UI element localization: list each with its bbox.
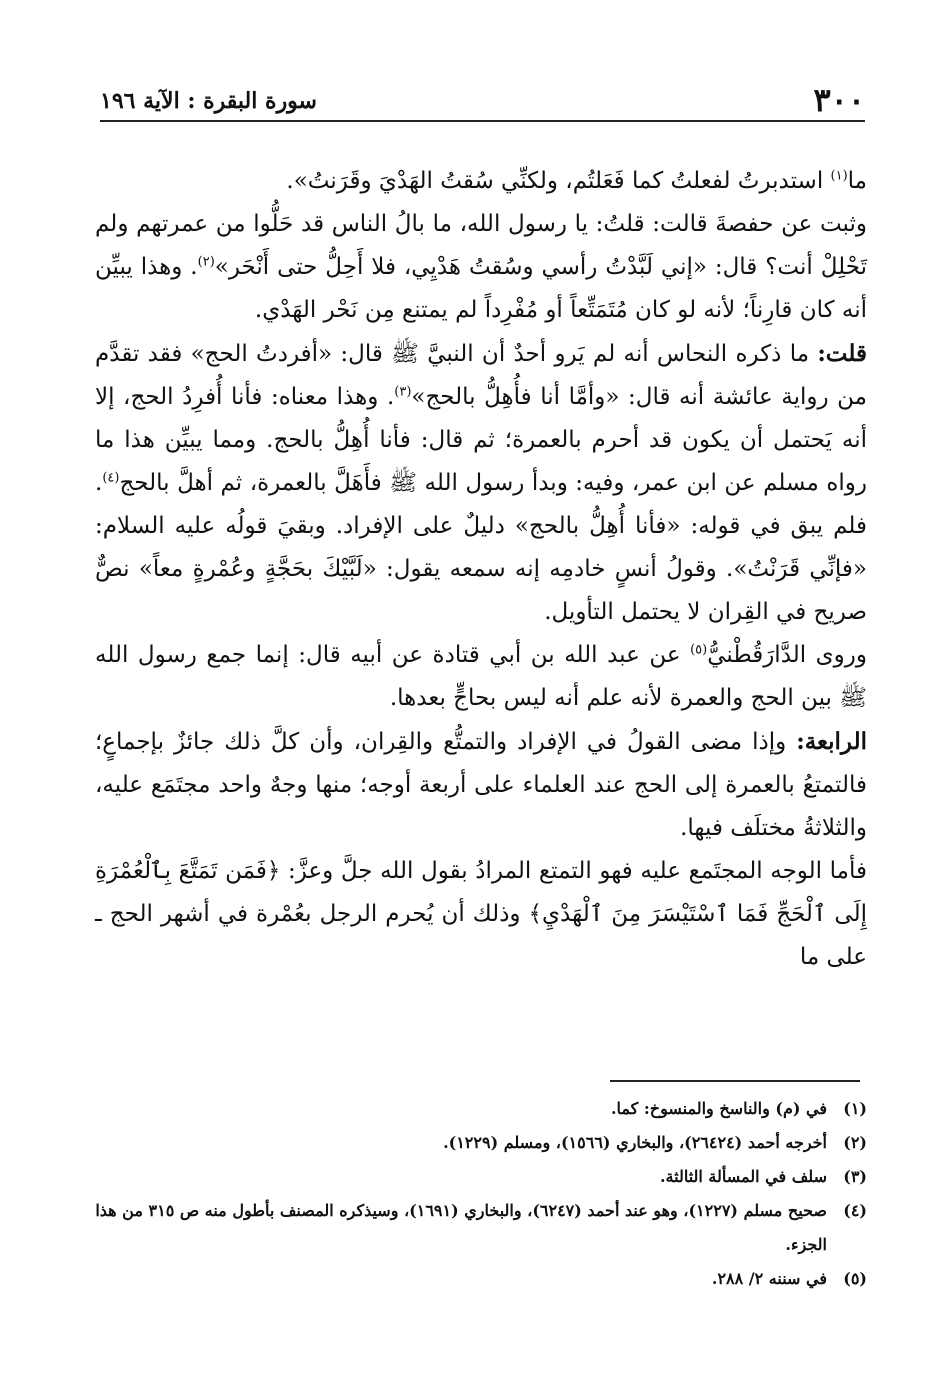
footnote-number: (٥) [843,1269,867,1288]
main-text [95,160,867,979]
footnote-text: في (م) والناسخ والمنسوخ: كما. [610,1099,827,1118]
footnote-reference: (١) [830,168,848,184]
text-run: ما [847,168,867,194]
footnote-reference: (٤) [102,470,120,486]
section-lead: قلت: [817,340,867,367]
paragraph [95,160,867,203]
text-run: ما ذكره النحاس أنه لم يَرو أحدٌ أن النبيَّ ﷺ قال: «أفردتُ الحج» فقد تقدَّم من رواية عائشة أنه قال: «وأمَّا أنا فأُهِلُّ بالحج» [95,341,867,410]
text-run: . وهذا معناه: فأنا أُفرِدُ الحج، إلا أنه يَحتمل أن يكون قد أحرم بالعمرة؛ ثم قال: فأنا أُهِلُّ بالحج. ومما يبيِّن هذا ما رواه مسلم عن ابن عمر، وفيه: وبدأ رسول الله ﷺ فأَهَلَّ بالعمرة، ثم أهلَّ بالحج [95,384,867,496]
paragraph [95,850,867,979]
footnote-reference: (٢) [197,254,215,270]
paragraph [95,332,867,634]
footnote-text: سلف في المسألة الثالثة. [659,1167,827,1186]
footnote-reference: (٥) [690,642,708,658]
text-run: وثبت عن حفصةَ قالت: قلتُ: يا رسول الله، ما بالُ الناس قد حَلُّوا من عمرتهم ولم تَحْلِلْ أنت؟ قال: «إني لَبَّدْتُ رأسي وسُقتُ هَدْيِي، فلا أَحِلُّ حتى أَنْحَر» [95,211,867,280]
text-run: . فلم يبق في قوله: «فأنا أُهِلُّ بالحج» دليلٌ على الإفراد. وبقيَ قولُه عليه السلام: «فإنِّي قَرَنْتُ». وقولُ أنسٍ خادمِه إنه سمعه يقول: «لَبَّيْكَ بحَجَّةٍ وعُمْرةٍ معاً» نصٌّ صريح في القِران لا يحتمل التأويل. [95,470,867,625]
footnote [95,1262,867,1296]
page-number: ٣٠٠ [813,81,865,119]
footnote-number: (٣) [843,1167,867,1186]
running-title: سورة البقرة : الآية ١٩٦ [100,88,317,114]
footnote-text: في سننه ٢/ ٢٨٨. [711,1269,827,1288]
footnote-divider [610,1080,860,1082]
text-run: عن عبد الله بن أبي قتادة عن أبيه قال: إنما جمع رسول الله ﷺ بين الحج والعمرة لأنه علم أنه ليس بحاجٍّ بعدها. [95,642,867,711]
section-lead: الرابعة: [796,728,867,755]
footnote-reference: (٣) [394,384,412,400]
footnote-number: (٢) [843,1133,867,1152]
paragraph [95,720,867,850]
paragraph [95,634,867,720]
page-header [100,80,865,122]
footnote-number: (١) [843,1099,867,1118]
text-run: فأما الوجه المجتَمع عليه فهو التمتع المرادُ بقول الله جلَّ وعزَّ: ﴿فَمَن تَمَتَّعَ بِٱلْعُمْرَةِ إِلَى ٱلْحَجِّ فَمَا ٱسْتَيْسَرَ مِنَ ٱلْهَدْيِ﴾ وذلك أن يُحرم الرجل بعُمْرة في أشهر الحج ـ على ما [95,858,867,970]
text-run: وإذا مضى القولُ في الإفراد والتمتُّع والقِران، وأن كلَّ ذلك جائزٌ بإجماعٍ؛ فالتمتعُ بالعمرة إلى الحج عند العلماء على أربعة أوجه؛ منها وجهٌ واحد مجتَمَع عليه، والثلاثةُ مختلَف فيها. [95,729,867,841]
text-run: استدبرتُ لفعلتُ كما فَعَلتُم، ولكنِّي سُقتُ الهَدْيَ وقَرَنتُ». [286,168,831,194]
footnote [95,1092,867,1126]
footnote-text: أخرجه أحمد (٢٦٤٢٤)، والبخاري (١٥٦٦)، ومسلم (١٢٢٩). [443,1133,827,1152]
footnote [95,1160,867,1194]
footnote-text: صحيح مسلم (١٢٢٧)، وهو عند أحمد (٦٢٤٧)، والبخاري (١٦٩١)، وسيذكره المصنف بأطول منه ص ٣١٥ من هذا الجزء. [95,1201,827,1254]
footnote [95,1126,867,1160]
paragraph [95,203,867,332]
footnote [95,1194,867,1262]
text-run: . وهذا يبيِّن أنه كان قارِناً؛ لأنه لو كان مُتَمَتِّعاً أو مُفْرِداً لم يمتنع مِن نَحْر الهَدْي. [95,254,867,323]
text-run: وروى الدَّارَقُطْنيُّ [707,642,867,668]
footnote-number: (٤) [843,1201,867,1220]
footnotes [95,1092,867,1296]
